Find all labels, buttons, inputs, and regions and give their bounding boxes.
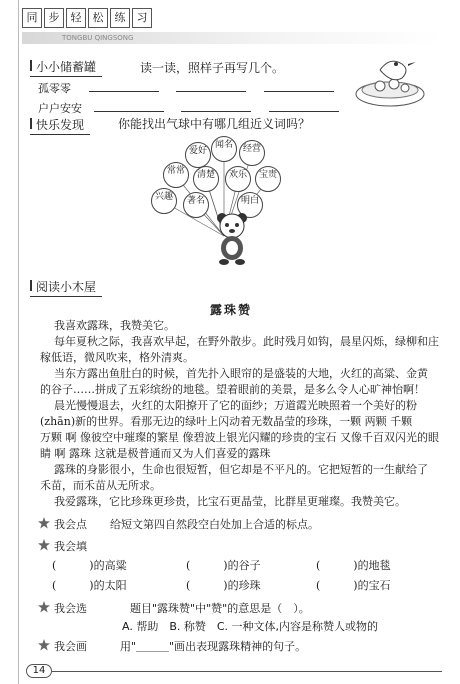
exercise-label-punctuate: 我会点: [54, 518, 87, 531]
passage-line: 当东方露出鱼肚白的时候，首先扑入眼帘的是盛装的大地，火红的高粱、金黄: [54, 367, 428, 380]
header-char: 松: [88, 8, 108, 28]
passage-line: 万颗 啊 像彼空中璀璨的繁星 像碧波上银光闪耀的珍贵的宝石 又像千百双闪光的眼: [40, 431, 439, 444]
passage-line: 我爱露珠，它比珍珠更珍贵，比宝石更晶莹，比群星更璀璨。我赞美它。: [54, 495, 406, 508]
section-tag-savings: 小小储蓄罐: [30, 58, 102, 77]
header-char: 步: [44, 8, 64, 28]
passage-line: 禾苗，而禾苗从无所求。: [40, 479, 161, 492]
header-char: 练: [110, 8, 130, 28]
passage-line: 睛 啊 露珠 这就是极普通而又为人们喜爱的露珠: [40, 447, 271, 460]
star-icon: [38, 517, 50, 529]
section-tag-discovery: 快乐发现: [30, 116, 90, 135]
blank[interactable]: [269, 102, 339, 112]
balloon: 经营: [239, 140, 265, 166]
fill-blank[interactable]: ( )的珍珠: [186, 579, 261, 592]
passage-line: 我喜欢露珠，我赞美它。: [54, 319, 175, 332]
page-number: 14: [26, 664, 52, 678]
balloon: 宝贵: [255, 166, 281, 192]
blank[interactable]: [176, 82, 246, 92]
balloon: 常常: [163, 162, 189, 188]
blank[interactable]: [94, 102, 164, 112]
balloon: 兴趣: [151, 188, 177, 214]
fill-blank[interactable]: ( )的地毯: [316, 559, 391, 572]
balloon: 著名: [183, 192, 209, 218]
passage-line: 每年夏秋之际，我喜欢早起，在野外散步。此时残月如钩，晨星闪烁，绿柳和庄: [54, 335, 439, 348]
exercise-label-choose: 我会选: [54, 602, 87, 615]
example-word-2: 户户安安: [38, 102, 82, 115]
header-char: 轻: [66, 8, 86, 28]
section2-instruction: 你能找出气球中有哪几组近义词吗？: [118, 117, 311, 131]
passage-line: 晨光慢慢退去，火红的太阳撩开了它的面纱；万道霞光映照着一个美好的粉: [54, 399, 417, 412]
passage-title: 露珠赞: [210, 303, 253, 317]
balloon: 爱好: [185, 142, 211, 168]
fill-blank[interactable]: ( )的太阳: [52, 579, 127, 592]
balloon: 明白: [237, 192, 263, 218]
blank[interactable]: [89, 82, 159, 92]
balloon: 欢乐: [225, 166, 251, 192]
header-char: 习: [132, 8, 152, 28]
blank[interactable]: [181, 102, 251, 112]
balloon: 闻名: [211, 136, 237, 162]
passage-line: 露珠的身影很小，生命也很短暂，但它却是不平凡的。它把短暂的一生献给了: [54, 463, 428, 476]
binding-line: [18, 0, 19, 684]
exercise-label-fill: 我会填: [54, 540, 87, 553]
passage-line: (zhān)新的世界。看那无边的绿叶上闪动着无数晶莹的珍珠，一颗 两颗 千颗: [40, 415, 413, 428]
fill-blank[interactable]: ( )的谷子: [186, 559, 261, 572]
exercise-3-options[interactable]: A. 帮助 B. 称赞 C. 一种文体,内容是称赞人或物的: [122, 620, 379, 633]
star-icon: [38, 601, 50, 613]
passage-line: 稼低语，微风吹来，格外清爽。: [40, 351, 194, 364]
footer-rule: [52, 671, 442, 672]
section1-instruction: 读一读，照样子再写几个。: [140, 61, 285, 75]
bear-illustration: [208, 210, 256, 266]
header-sub: TONGBU QINGSONG: [62, 34, 134, 42]
star-icon: [38, 539, 50, 551]
exercise-1-text: 给短文第四自然段空白处加上合适的标点。: [110, 518, 319, 531]
star-icon: [38, 639, 50, 651]
section-tag-reading: 阅读小木屋: [30, 278, 102, 297]
example-word-1: 孤零零: [38, 82, 71, 95]
blank[interactable]: [264, 82, 334, 92]
section1-row1: [38, 80, 334, 96]
section1-row2: [38, 100, 339, 116]
header-title-boxes: [22, 8, 152, 28]
fill-blank[interactable]: ( )的高粱: [52, 559, 127, 572]
bird-nest-illustration: [350, 50, 430, 112]
header-char: 同: [22, 8, 42, 28]
exercise-3-question: 题目"露珠赞"中"赞"的意思是（ ）。: [130, 602, 310, 615]
exercise-4-text: 用"＿＿＿"画出表现露珠精神的句子。: [120, 640, 307, 653]
fill-blank[interactable]: ( )的宝石: [316, 579, 391, 592]
passage-line: 的谷子……拼成了五彩缤纷的地毯。望着眼前的美景，是多么令人心旷神怡啊！: [40, 383, 425, 396]
header-bar: [22, 32, 442, 44]
balloon: 清楚: [193, 166, 219, 192]
exercise-label-draw: 我会画: [54, 640, 87, 653]
